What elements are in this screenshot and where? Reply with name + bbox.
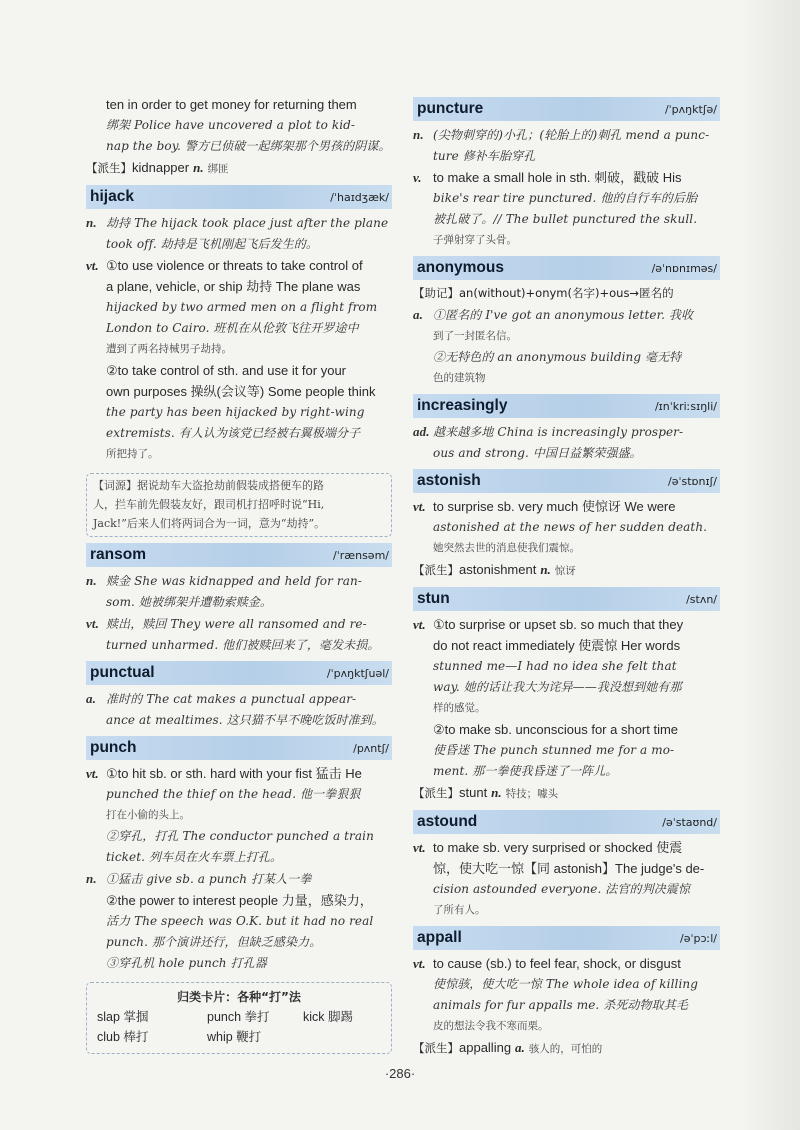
entry-header	[86, 661, 392, 685]
card-item: club 棒打	[97, 1030, 149, 1044]
text-line: animals for fur appalls me. 杀死动物取其毛	[433, 998, 688, 1012]
entry-header	[413, 810, 720, 834]
entry-header	[413, 587, 720, 611]
pos-label: v.	[413, 170, 422, 185]
derived-line	[413, 782, 720, 805]
text-line: 准时的 The cat makes a punctual appear-	[106, 692, 357, 706]
left-column	[86, 94, 392, 1054]
kidnap-continuation	[86, 94, 392, 180]
text-line: ten in order to get money for returning them	[106, 97, 357, 112]
card-title: 归类卡片：各种“打”法	[177, 990, 301, 1004]
headword: punch	[90, 739, 137, 756]
text-line: do not react immediately 使震惊 Her words	[433, 638, 681, 653]
entry-header	[413, 926, 720, 950]
text-line: ①猛击 give sb. a punch 打某人一拳	[106, 872, 312, 886]
text-line: 到了一封匿名信。	[433, 330, 517, 342]
text-line: nap the boy. 警方已侦破一起绑架那个男孩的阴谋。	[106, 139, 391, 153]
page-fold-shadow	[740, 0, 800, 1130]
derived-meaning: 骇人的，可怕的	[528, 1043, 603, 1055]
derived-word: kidnapper	[132, 160, 190, 175]
pos-label: ad.	[413, 424, 430, 439]
text-line: 活力 The speech was O.K. but it had no real	[106, 914, 374, 928]
text-line: ②穿孔，打孔 The conductor punched a train	[106, 829, 374, 843]
phonetic: /ˈhaɪdʒæk/	[330, 190, 389, 204]
entry-hijack	[86, 185, 392, 537]
entry-astound	[413, 810, 720, 921]
text-line: to make sb. very surprised or shocked 使震	[433, 840, 683, 855]
phonetic: /ˈrænsəm/	[333, 548, 389, 562]
derived-pos: a.	[515, 1040, 525, 1055]
text-line: ment. 那一拳使我昏迷了一阵儿。	[433, 764, 618, 778]
pos-label: a.	[413, 307, 423, 322]
derived-line	[86, 157, 392, 180]
entry-header	[86, 736, 392, 760]
text-line: the party has been hijacked by right-wing	[106, 405, 365, 419]
pos-label: vt.	[413, 499, 426, 514]
text-line: ②to take control of sth. and use it for your	[106, 363, 346, 378]
text-line: ①to surprise or upset sb. so much that they	[433, 617, 684, 632]
text-line: 被扎破了。// The bullet punctured the skull.	[433, 212, 698, 226]
text-line: extremists. 有人认为该党已经被右翼极端分子	[106, 426, 361, 440]
text-line: ①to hit sb. or sth. hard with your fist 猛击 He	[106, 766, 362, 781]
text-line: ticket. 列车员在火车票上打孔。	[106, 850, 283, 864]
text-line: way. 她的话让我大为诧异——我没想到她有那	[433, 680, 682, 694]
text-line: took off. 劫持是飞机刚起飞后发生的。	[106, 237, 318, 251]
pos-label: n.	[86, 573, 97, 588]
text-line: 使昏迷 The punch stunned me for a mo-	[433, 743, 675, 757]
text-line: 色的建筑物	[433, 372, 486, 384]
text-line: stunned me—I had no idea she felt that	[433, 659, 677, 673]
derived-tag: 【派生】	[413, 1041, 459, 1055]
text-line: 遭到了两名持械男子劫持。	[106, 343, 232, 355]
text-line: 皮的想法令我不寒而栗。	[433, 1020, 549, 1032]
pos-label: n.	[413, 127, 424, 142]
etymology-box	[86, 473, 392, 537]
text-line: ②the power to interest people 力量，感染力，	[106, 893, 373, 908]
pos-label: a.	[86, 691, 96, 706]
phonetic: /ɪnˈkriːsɪŋli/	[654, 399, 717, 413]
page-number: ·286·	[384, 1066, 416, 1081]
text-line: ①to use violence or threats to take control of	[106, 258, 363, 273]
entry-puncture	[413, 97, 720, 251]
text-line: 越来越多地 China is increasingly prosper-	[433, 425, 684, 439]
phonetic: /ˈpʌŋktʃuəl/	[326, 666, 389, 680]
card-item: whip 鞭打	[207, 1030, 262, 1044]
derived-word: appalling	[459, 1040, 512, 1055]
derived-word: stunt	[459, 785, 488, 800]
headword: puncture	[417, 100, 484, 117]
text-line: 子弹射穿了头骨。	[433, 234, 517, 246]
text-line: hijacked by two armed men on a flight from	[106, 300, 378, 314]
phonetic: /stʌn/	[686, 592, 717, 606]
derived-pos: n.	[491, 785, 502, 800]
text-line: 劫持 The hijack took place just after the plane	[106, 216, 389, 230]
right-column	[413, 94, 720, 1060]
card-item: punch 拳打	[207, 1010, 270, 1024]
text-line: 她突然去世的消息使我们震惊。	[433, 542, 580, 554]
headword: hijack	[90, 188, 134, 205]
entry-appall	[413, 926, 720, 1060]
text-line: (尖物刺穿的)小孔；(轮胎上的)刺孔 mend a punc-	[433, 128, 710, 142]
entry-header	[413, 256, 720, 280]
pos-label: n.	[86, 871, 97, 886]
entry-astonish	[413, 469, 720, 582]
entry-header	[413, 97, 720, 121]
text-line: to make a small hole in sth. 刺破，戳破 His	[433, 170, 682, 185]
text-line: 人，拦车前先假装友好，跟司机打招呼时说“Hi,	[93, 498, 325, 511]
text-line: a plane, vehicle, or ship 劫持 The plane was	[106, 279, 361, 294]
entry-header	[413, 469, 720, 493]
text-line: own purposes 操纵(会议等) Some people think	[106, 384, 376, 399]
derived-meaning: 绑匪	[207, 163, 229, 175]
text-line: 打在小偷的头上。	[106, 809, 190, 821]
derived-word: astonishment	[459, 562, 537, 577]
text-line: turned unharmed. 他们被赎回来了，毫发未损。	[106, 638, 380, 652]
text-line: ①匿名的 I've got an anonymous letter. 我收	[433, 308, 694, 322]
pos-label: vt.	[413, 840, 426, 855]
text-line: punched the thief on the head. 他一拳狠狠	[106, 787, 361, 801]
text-line: 了所有人。	[433, 904, 486, 916]
headword: appall	[417, 929, 462, 946]
pos-label: vt.	[413, 956, 426, 971]
headword: astound	[417, 813, 478, 830]
pos-label: vt.	[413, 617, 426, 632]
text-line: ous and strong. 中国日益繁荣强盛。	[433, 446, 642, 460]
derived-pos: n.	[193, 160, 204, 175]
derived-pos: n.	[540, 562, 551, 577]
text-line: punch. 那个演讲还行，但缺乏感染力。	[106, 935, 322, 949]
phonetic: /ˈpʌŋktʃə/	[664, 102, 717, 116]
entry-anonymous	[413, 256, 720, 389]
text-line: ture 修补车胎穿孔	[433, 149, 536, 163]
text-line: ②无特色的 an anonymous building 毫无特	[433, 350, 682, 364]
entry-ransom	[86, 543, 392, 656]
derived-meaning: 特技；噱头	[505, 788, 559, 800]
text-line: bike's rear tire punctured. 他的自行车的后胎	[433, 191, 698, 205]
entry-header	[86, 185, 392, 209]
phonetic: /əˈpɔːl/	[680, 931, 717, 945]
text-line: 绑架 Police have uncovered a plot to kid-	[106, 118, 356, 132]
derived-tag: 【派生】	[86, 161, 132, 175]
derived-tag: 【派生】	[413, 563, 459, 577]
entry-stun	[413, 587, 720, 805]
text-line: 样的感觉。	[433, 702, 486, 714]
pos-label: n.	[86, 215, 97, 230]
card-item: kick 脚踢	[303, 1010, 354, 1024]
derived-line	[413, 559, 720, 582]
card-grid	[97, 1007, 381, 1047]
text-line: to surprise sb. very much 使惊讶 We were	[433, 499, 676, 514]
phonetic: /əˈnɒnɪməs/	[651, 261, 717, 275]
pos-label: vt.	[86, 258, 99, 273]
text-line: Jack!”后来人们将两词合为一词，意为“劫持”。	[93, 517, 326, 530]
text-line: ③穿孔机 hole punch 打孔器	[106, 956, 267, 970]
text-line: 使惊骇，使大吃一惊 The whole idea of killing	[433, 977, 699, 991]
category-card	[86, 982, 392, 1054]
derived-line	[413, 1037, 720, 1060]
entry-header	[86, 543, 392, 567]
text-line: som. 她被绑架并遭勒索赎金。	[106, 595, 272, 609]
text-line: 惊，使大吃一惊【同 astonish】The judge's de-	[433, 861, 705, 876]
headword: stun	[417, 590, 450, 607]
entry-increasingly	[413, 394, 720, 464]
phonetic: /əˈstɒnɪʃ/	[668, 474, 717, 488]
entry-header	[413, 394, 720, 418]
text-line: cision astounded everyone. 法官的判决震惊	[433, 882, 690, 896]
pos-label: vt.	[86, 616, 99, 631]
text-line: astonished at the news of her sudden death.	[433, 520, 708, 534]
headword: increasingly	[417, 397, 508, 414]
phonetic: /əˈstaʊnd/	[662, 815, 717, 829]
headword: ransom	[90, 546, 146, 563]
card-item: slap 掌掴	[97, 1010, 149, 1024]
text-line: 赎出，赎回 They were all ransomed and re-	[106, 617, 367, 631]
pos-label: vt.	[86, 766, 99, 781]
derived-meaning: 惊讶	[554, 565, 576, 577]
entry-punch	[86, 736, 392, 1054]
text-line: ②to make sb. unconscious for a short time	[433, 722, 679, 737]
text-line: 赎金 She was kidnapped and held for ran-	[106, 574, 362, 588]
mnemonic-line: 【助记】an(without)+onym(名字)+ous→匿名的	[413, 286, 674, 300]
text-line: to cause (sb.) to feel fear, shock, or disgust	[433, 956, 681, 971]
derived-tag: 【派生】	[413, 786, 459, 800]
phonetic: /pʌntʃ/	[353, 741, 389, 755]
text-line: 【词源】据说劫车大盗抢劫前假装成搭便车的路	[93, 479, 324, 492]
text-line: London to Cairo. 班机在从伦敦飞往开罗途中	[106, 321, 359, 335]
text-line: 所把持了。	[106, 448, 159, 460]
entry-punctual	[86, 661, 392, 731]
headword: astonish	[417, 472, 481, 489]
headword: punctual	[90, 664, 155, 681]
text-line: ance at mealtimes. 这只猫不早不晚吃饭时准到。	[106, 713, 384, 727]
headword: anonymous	[417, 259, 504, 276]
